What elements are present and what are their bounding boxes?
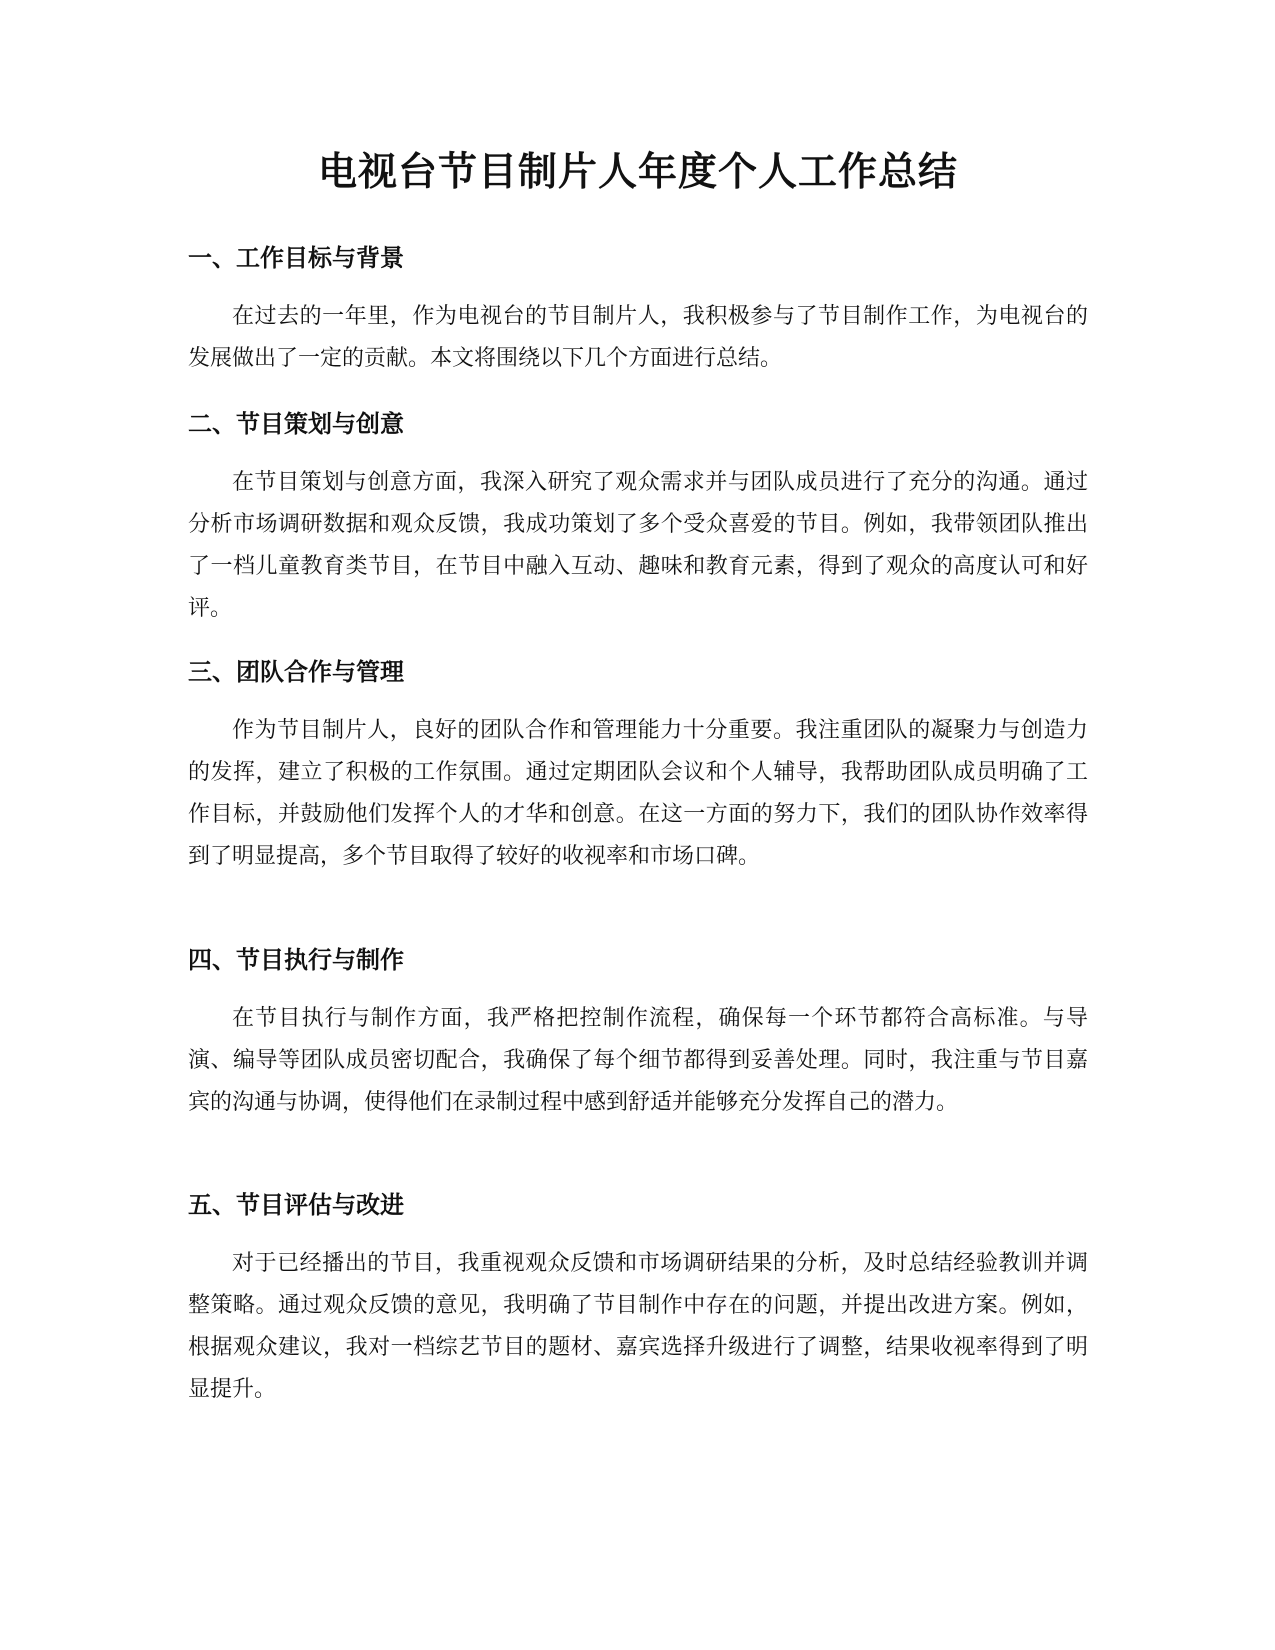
section-program-evaluation bbox=[188, 1188, 1088, 1411]
section-heading: 五、节目评估与改进 bbox=[188, 1191, 404, 1219]
section-paragraph: 在节目执行与制作方面，我严格把控制作流程，确保每一个环节都符合高标准。与导演、编导等团队成员密切配合，我确保了每个细节都得到妥善处理。同时，我注重与节目嘉宾的沟通与协调，使得他们在录制过程中感到舒适并能够充分发挥自己的潜力。 bbox=[188, 1006, 1088, 1115]
section-paragraph: 在节目策划与创意方面，我深入研究了观众需求并与团队成员进行了充分的沟通。通过分析市场调研数据和观众反馈，我成功策划了多个受众喜爱的节目。例如，我带领团队推出了一档儿童教育类节目，在节目中融入互动、趣味和教育元素，得到了观众的高度认可和好评。 bbox=[188, 470, 1088, 621]
section-paragraph: 作为节目制片人，良好的团队合作和管理能力十分重要。我注重团队的凝聚力与创造力的发挥，建立了积极的工作氛围。通过定期团队会议和个人辅导，我帮助团队成员明确了工作目标，并鼓励他们发挥个人的才华和创意。在这一方面的努力下，我们的团队协作效率得到了明显提高，多个节目取得了较好的收视率和市场口碑。 bbox=[188, 718, 1088, 869]
section-heading: 一、工作目标与背景 bbox=[188, 244, 404, 272]
section-program-planning bbox=[188, 407, 1088, 630]
section-program-execution bbox=[188, 943, 1088, 1124]
section-heading: 二、节目策划与创意 bbox=[188, 410, 404, 438]
document-title: 电视台节目制片人年度个人工作总结 bbox=[317, 150, 958, 195]
section-paragraph: 对于已经播出的节目，我重视观众反馈和市场调研结果的分析，及时总结经验教训并调整策略。通过观众反馈的意见，我明确了节目制作中存在的问题，并提出改进方案。例如，根据观众建议，我对一档综艺节目的题材、嘉宾选择升级进行了调整，结果收视率得到了明显提升。 bbox=[188, 1251, 1088, 1402]
document-content bbox=[188, 145, 1088, 1402]
section-paragraph: 在过去的一年里，作为电视台的节目制片人，我积极参与了节目制作工作，为电视台的发展做出了一定的贡献。本文将围绕以下几个方面进行总结。 bbox=[188, 304, 1088, 371]
section-heading: 三、团队合作与管理 bbox=[188, 658, 404, 686]
section-team-management bbox=[188, 655, 1088, 878]
section-work-goals bbox=[188, 241, 1088, 380]
section-heading: 四、节目执行与制作 bbox=[188, 946, 404, 974]
